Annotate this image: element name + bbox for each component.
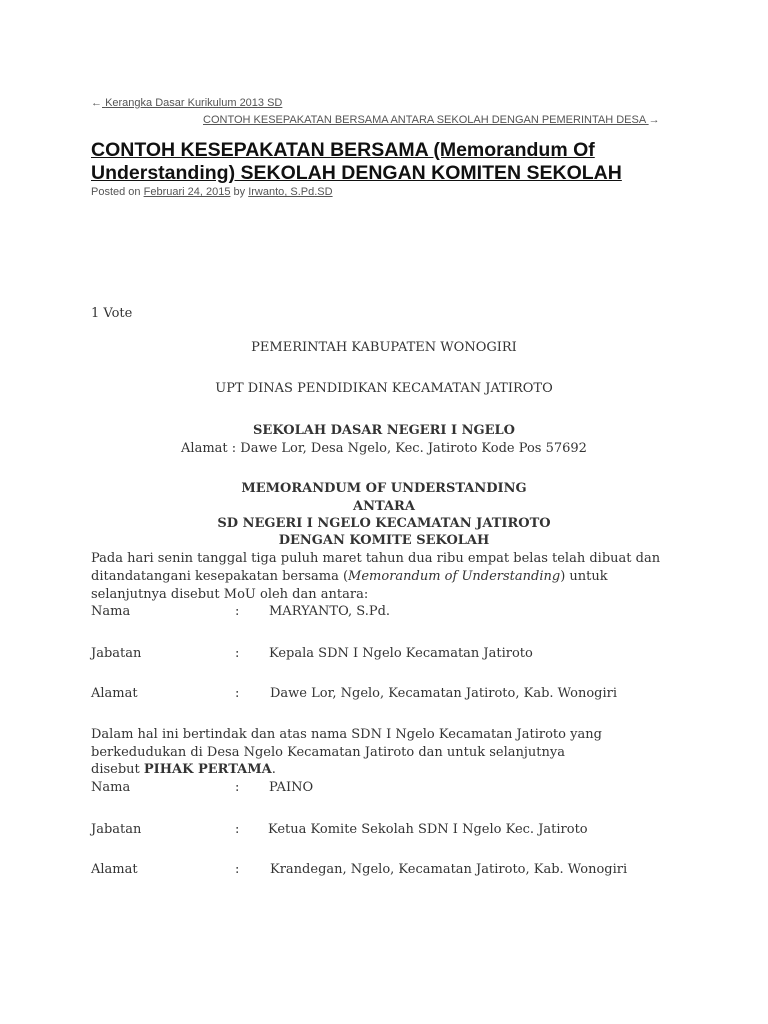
post-date-link[interactable]: Februari 24, 2015 <box>143 186 231 198</box>
intro-line2: ditandatangani kesepakatan bersama (Memorandum of Understanding) untuk <box>91 569 608 584</box>
colon: : <box>235 780 240 795</box>
party1-address-label: Alamat <box>91 686 138 701</box>
mou-heading-line3: SD NEGERI I NGELO KECAMATAN JATIROTO <box>217 516 551 531</box>
letterhead-line3: SEKOLAH DASAR NEGERI I NGELO <box>253 423 515 438</box>
party2-name-label: Nama <box>91 780 131 795</box>
party2-position-value: Ketua Komite Sekolah SDN I Ngelo Kec. Jatiroto <box>268 822 588 837</box>
party2-position-label: Jabatan <box>91 822 142 837</box>
mou-heading-line2: ANTARA <box>353 499 415 514</box>
mou-emphasis: Memorandum of Understanding <box>348 569 561 584</box>
arrow-left-icon: ← <box>91 97 102 109</box>
party1-desc-line2: berkedudukan di Desa Ngelo Kecamatan Jatiroto dan untuk selanjutnya <box>91 745 565 760</box>
intro-line3: selanjutnya disebut MoU oleh dan antara: <box>91 587 369 602</box>
party1-name-label: Nama <box>91 604 131 619</box>
post-title: CONTOH KESEPAKATAN BERSAMA (Memorandum Of Understanding) SEKOLAH DENGAN KOMITEN SEKOLAH <box>91 139 622 184</box>
vote-count: 1 Vote <box>91 306 133 321</box>
intro-line1: Pada hari senin tanggal tiga puluh maret tahun dua ribu empat belas telah dibuat dan <box>91 551 661 566</box>
by-label: by <box>233 186 246 198</box>
colon: : <box>235 604 240 619</box>
party1-position-value: Kepala SDN I Ngelo Kecamatan Jatiroto <box>269 646 533 661</box>
mou-heading-line1: MEMORANDUM OF UNDERSTANDING <box>241 481 527 496</box>
party1-desc-line1: Dalam hal ini bertindak dan atas nama SDN I Ngelo Kecamatan Jatiroto yang <box>91 727 602 742</box>
colon: : <box>235 646 240 661</box>
arrow-right-icon: → <box>648 114 660 126</box>
colon: : <box>235 862 240 877</box>
author-link[interactable]: Irwanto, S.Pd.SD <box>248 186 333 198</box>
next-post-link[interactable] <box>203 114 660 126</box>
party1-desc-line3: disebut PIHAK PERTAMA. <box>91 762 276 777</box>
next-post-label: CONTOH KESEPAKATAN BERSAMA ANTARA SEKOLAH DENGAN PEMERINTAH DESA <box>203 114 646 126</box>
letterhead-line2: UPT DINAS PENDIDIKAN KECAMATAN JATIROTO <box>215 381 553 396</box>
party1-position-label: Jabatan <box>91 646 142 661</box>
party2-address-value: Krandegan, Ngelo, Kecamatan Jatiroto, Kab. Wonogiri <box>270 862 628 877</box>
party2-name-value: PAINO <box>269 780 314 795</box>
party2-address-label: Alamat <box>91 862 138 877</box>
mou-heading-line4: DENGAN KOMITE SEKOLAH <box>278 533 490 548</box>
prev-post-link[interactable] <box>91 97 282 109</box>
letterhead-address: Alamat : Dawe Lor, Desa Ngelo, Kec. Jatiroto Kode Pos 57692 <box>181 441 587 456</box>
letterhead-line1: PEMERINTAH KABUPATEN WONOGIRI <box>251 340 517 355</box>
post-meta <box>91 186 333 198</box>
colon: : <box>235 686 240 701</box>
party1-address-value: Dawe Lor, Ngelo, Kecamatan Jatiroto, Kab. Wonogiri <box>270 686 618 701</box>
pihak-pertama: PIHAK PERTAMA <box>143 762 272 777</box>
posted-on-label: Posted on <box>91 186 141 198</box>
prev-post-label: Kerangka Dasar Kurikulum 2013 SD <box>105 97 283 109</box>
party1-name-value: MARYANTO, S.Pd. <box>269 604 391 619</box>
colon: : <box>235 822 240 837</box>
